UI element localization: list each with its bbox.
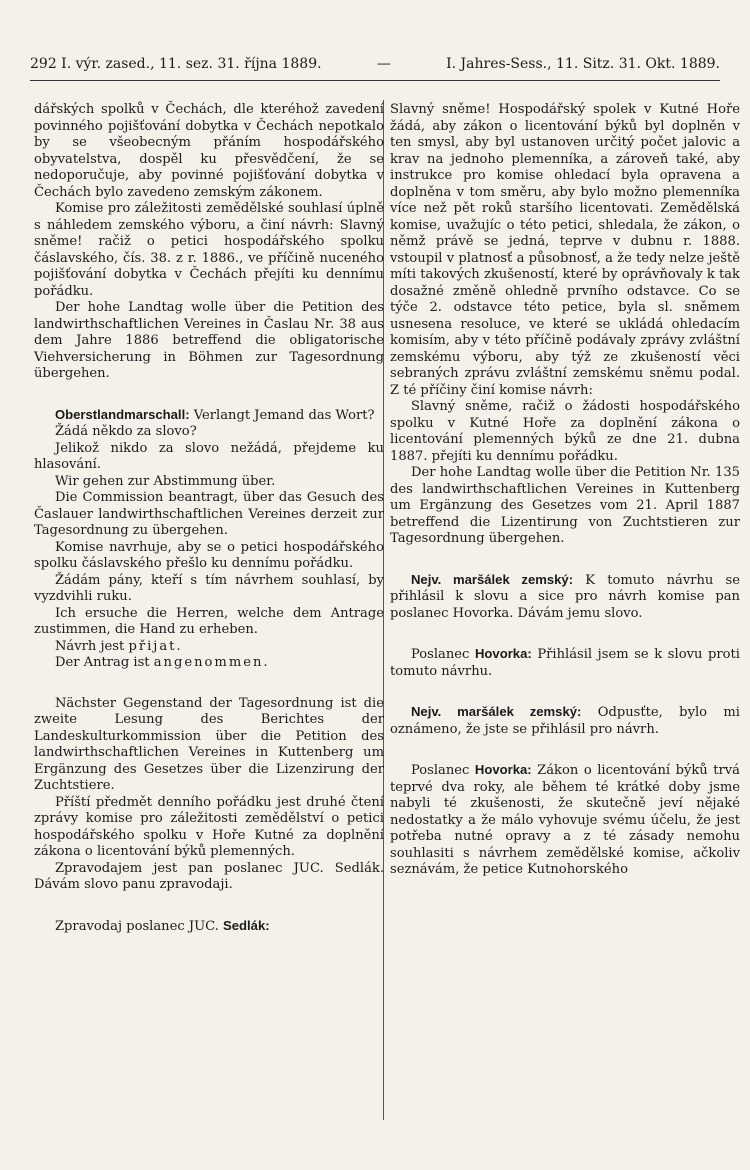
speaker-marsalek: Nejv. maršálek zemský: <box>410 704 582 719</box>
speech-text: Zákon o licentování býků trvá teprvé dva roky, ale během té krátké doby jsme nabyli té zkušenosti, že skutečně jeví nějaké nedostatky a že málo vyhovuje svému účelu, že jest potřeba nutné opravy a z té zásady nemohu souhlasiti s návrhem zemědělské komise, ačkoliv seznávám, že petice Kutnohorského <box>390 763 740 877</box>
left-paragraph-3: Der hohe Landtag wolle über die Petition des landwirthschaftlichen Vereines in Časlau Nr. 38 aus dem Jahre 1886 betreffend die obligatorische Viehversicherung in Böhmen zur Tagesordnung übergehen. <box>34 300 384 381</box>
left-paragraph-14: Nächster Gegenstand der Tagesordnung ist die zweite Lesung des Berichtes der Landeskulturkommission über die Petition des landwirthschaftlichen Vereines in Kuttenberg um Ergänzung des Gesetzes über die Lizenzirung der Zuchtstiere. <box>34 695 384 793</box>
right-paragraph-4 <box>390 572 740 623</box>
right-paragraph-5 <box>390 646 740 680</box>
speaker-hovorka: Hovorka: <box>474 762 532 777</box>
left-paragraph-15: Příští předmět denního pořádku jest druhé čtení zprávy komise pro záležitosti zemědělství o petici hospodářského spolku v Hoře Kutné za doplnění zákona o licentování býků plemenných. <box>34 794 384 859</box>
speaker-sedlak: Sedlák: <box>223 917 270 933</box>
left-paragraph-10: Žádám pány, kteří s tím návrhem souhlasí, by vyzdvihli ruku. <box>34 572 384 604</box>
left-paragraph-17 <box>34 918 384 936</box>
right-column <box>390 102 740 879</box>
left-paragraph-16: Zpravodajem jest pan poslanec JUC. Sedlák. Dávám slovo panu zpravodaji. <box>34 860 384 892</box>
speaker-oberstlandmarschall: Oberstlandmarschall: <box>54 406 190 422</box>
speaker-marsalek: Nejv. maršálek zemský: <box>410 571 574 587</box>
left-paragraph-8: Die Commission beantragt, über das Gesuch des Časlauer landwirthschaftlichen Vereines derzeit zur Tagesordnung zu übergehen. <box>34 490 384 538</box>
right-paragraph-3: Der hohe Landtag wolle über die Petition Nr. 135 des landwirthschaftlichen Vereines in Kuttenberg um Ergänzung des Gesetzes vom 21. April 1887 betreffend die Lizentirung von Zuchtstieren zur Tagesordnung übergehen. <box>390 465 740 546</box>
page-header <box>30 56 720 72</box>
motion-text: Návrh jest <box>54 638 125 654</box>
left-paragraph-11: Ich ersuche die Herren, welche dem Antrage zustimmen, die Hand zu erheben. <box>34 605 384 637</box>
left-paragraph-2: Komise pro záležitosti zemědělské souhlasí úplně s náhledem zemského výboru, a činí návrh: Slavný sněme! račiž o petici hospodářského spolku čáslavského, čís. 38. z r. 1886., ve příčině nuceného pojišťování dobytka v Čechách přejíti ku dennímu pořádku. <box>34 201 384 299</box>
speech-text: Verlangt Jemand das Wort? <box>193 407 375 423</box>
speech-text: Odpusťte, bylo mi oznámeno, že jste se přihlásil pro návrh. <box>390 705 740 737</box>
right-paragraph-6 <box>390 704 740 738</box>
speaker-prefix: Poslanec <box>410 763 470 778</box>
speaker-prefix: Poslanec <box>410 647 470 662</box>
left-paragraph-7: Wir gehen zur Abstimmung über. <box>54 473 276 489</box>
header-rule <box>30 80 720 81</box>
right-paragraph-7 <box>390 762 740 879</box>
left-paragraph-6: Jelikož nikdo za slovo nežádá, přejdeme ku hlasování. <box>34 440 384 472</box>
left-paragraph-9: Komise navrhuje, aby se o petici hospodářského spolku čáslavského přešlo ku dennímu pořádku. <box>34 539 384 571</box>
motion-result: přijat. <box>128 638 183 654</box>
left-paragraph-5: Žádá někdo za slovo? <box>54 424 197 439</box>
left-paragraph-4 <box>34 407 384 425</box>
motion-text-de: Der Antrag ist <box>54 655 150 670</box>
reporter-text: Zpravodaj poslanec JUC. <box>54 918 219 934</box>
motion-result-de: angenommen. <box>153 655 270 670</box>
left-column <box>34 102 384 935</box>
left-paragraph-13 <box>34 655 384 672</box>
header-left: 292 I. výr. zased., 11. sez. 31. října 1889. <box>30 56 322 72</box>
right-paragraph-2: Slavný sněme, račiž o žádosti hospodářského spolku v Kutné Hoře za doplnění zákona o licentování plemenných býků ze dne 21. dubna 1887. přejíti ku dennímu pořádku. <box>390 399 740 464</box>
left-paragraph-12 <box>34 639 384 656</box>
right-paragraph-1: Slavný sněme! Hospodářský spolek v Kutné Hoře žádá, aby zákon o licentování býků byl doplněn v ten smysl, aby byl ustanoven určitý počet jalovic a krav na jednoho plemenníka, a zároveň také, aby instrukce pro komise ohledací byla opravena a doplněna v tom směru, aby bylo možno plemenníka více než pět roků staršího licentovati. Zemědělská komise, uvažujíc o této petici, shledala, že zákon, o němž právě se jedná, teprve v dubnu r. 1888. vstoupil v platnosť a působnosť, a že tedy nelze ještě míti takových zkušeností, které by oprávňovaly k tak dosažné změně ohledně prvního odstavce. Co se týče 2. odstavce této petice, byla sl. sněmem usnesena resoluce, ve které se ukládá ohledacím komisím, aby v této příčině podávaly zprávy zvláštní zemskému výboru, aby týž ze zkušeností věci sebraných zprávu zvláštní zemskému sněmu podal. Z té příčiny činí komise návrh: <box>390 102 740 398</box>
speech-text: Přihlásil jsem se k slovu proti tomuto návrhu. <box>390 647 740 679</box>
header-right: I. Jahres-Sess., 11. Sitz. 31. Okt. 1889. <box>446 56 720 72</box>
header-separator: — <box>376 56 391 72</box>
left-paragraph-1: dářských spolků v Čechách, dle kteréhož zavedení povinného pojišťování dobytka v Čechách nepotkalo by se všeobecným přáním hospodářského obyvatelstva, dospěl ku přesvědčení, že se nedoporučuje, aby povinné pojišťování dobytka v Čechách bylo zavedeno zemským zákonem. <box>34 102 384 200</box>
speaker-hovorka: Hovorka: <box>474 646 532 661</box>
speech-text: K tomuto návrhu se přihlásil k slovu a sice pro návrh komise pan poslanec Hovorka. Dávám jemu slovo. <box>390 572 740 621</box>
